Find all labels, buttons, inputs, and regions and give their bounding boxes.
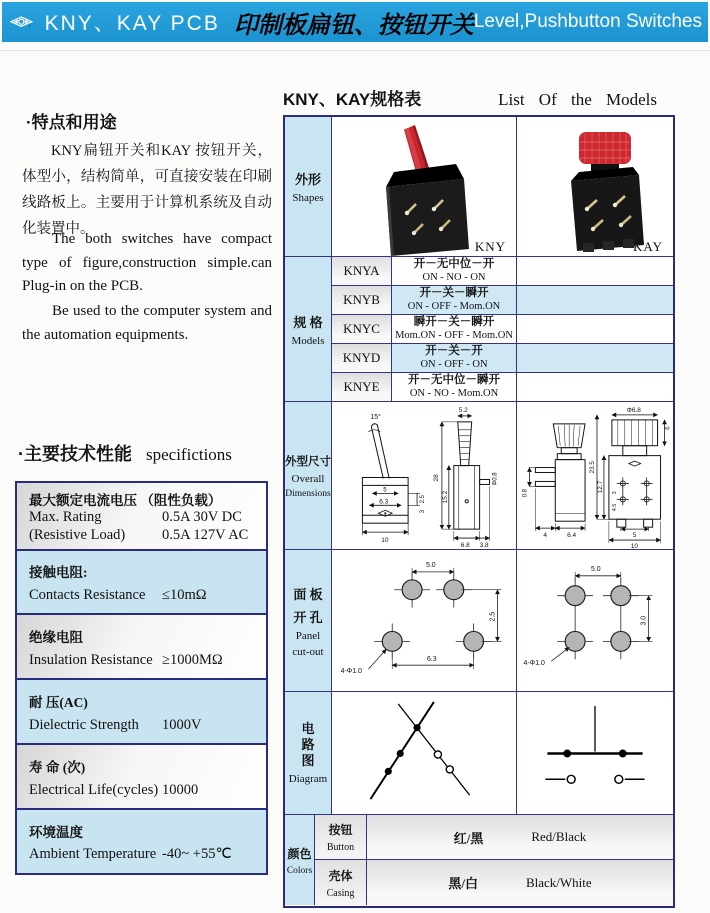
dim-d1: 4 bbox=[543, 532, 547, 540]
spec-label-cn: 寿 命 (次) bbox=[29, 759, 86, 775]
casing-color-cn: 黑/白 bbox=[448, 876, 478, 891]
brand-text: KNY、KAY PCB bbox=[44, 12, 220, 35]
features-paragraph-cn: KNY扁钮开关和KAY 按钮开关，体型小，结构简单，可直接安装在印刷线路板上。主要用于计算机系统及自动化装置中。 bbox=[22, 143, 272, 237]
spec-value: 0.5A 30V DC bbox=[162, 509, 242, 526]
spec-label-en: Contacts Resistance bbox=[29, 586, 146, 603]
model-name-text: KNYE bbox=[343, 379, 380, 394]
model-desc-knyd bbox=[392, 344, 517, 373]
dim-total-h2: 23.5 bbox=[589, 460, 597, 474]
colors-header-cell bbox=[285, 815, 315, 905]
model-desc-knyb bbox=[392, 286, 517, 315]
dimensions-header-en2: Dimensions bbox=[285, 488, 331, 499]
scan-artifact-line bbox=[0, 50, 710, 51]
registered-mark: ® bbox=[29, 26, 31, 29]
specs-heading-en: specifictions bbox=[146, 445, 232, 464]
features-paragraph-en2: Be used to the computer system and the automation equipments. bbox=[22, 303, 272, 343]
kny-circuit-diagram bbox=[332, 692, 517, 814]
part-button-cn: 按钮 bbox=[328, 823, 353, 837]
dim-cap-d: Φ6.8 bbox=[626, 406, 641, 414]
spec-value2: 0.5A 127V AC bbox=[162, 526, 249, 543]
models-header-en: Models bbox=[291, 334, 325, 347]
dim-w-bottom: 10 bbox=[381, 537, 389, 545]
panel-cutout-header-cell bbox=[285, 550, 332, 692]
model-desc-en: ON - OFF - Mom.ON bbox=[407, 301, 501, 312]
kny-dimensions-cell bbox=[332, 402, 517, 550]
dim-w-in: 5 bbox=[632, 532, 637, 540]
model-desc-cn: 开－关－瞬开 bbox=[419, 287, 489, 299]
model-name-knyb bbox=[332, 286, 392, 315]
part-casing-en: Casing bbox=[326, 887, 355, 899]
spec-label-cn: 环境温度 bbox=[29, 824, 83, 840]
colors-header-en: Colors bbox=[286, 865, 313, 876]
kny-photo-cell bbox=[332, 117, 517, 257]
spec-label-cn: 接触电阻: bbox=[29, 565, 88, 581]
models-table-title-cn: KNY、KAY规格表 bbox=[283, 90, 422, 109]
diagram-header-cn: 电路图 bbox=[301, 721, 315, 768]
kny-switch-photo bbox=[332, 117, 517, 256]
button-color-en: Red/Black bbox=[531, 829, 587, 844]
kay-dimension-drawing bbox=[517, 402, 673, 549]
model-desc-cn: 开－无中位－瞬开 bbox=[408, 374, 500, 386]
model-name-knye bbox=[332, 373, 392, 402]
model-name-knyd bbox=[332, 344, 392, 373]
dim-p1: 3 bbox=[611, 491, 618, 495]
panel-header-cn2: 开 孔 bbox=[293, 609, 323, 625]
spec-label-cn: 耐 压(AC) bbox=[29, 694, 88, 710]
spec-row-insulation-resistance bbox=[17, 613, 266, 678]
cutout-dim-right: 2.5 bbox=[489, 611, 497, 622]
shapes-header-cn: 外形 bbox=[294, 172, 321, 187]
panel-header-en1: Panel bbox=[295, 629, 321, 642]
kay-circuit-cell bbox=[517, 692, 673, 815]
cutout-holes-label: 4-Φ1.0 bbox=[340, 668, 362, 676]
model-extra-knyd bbox=[517, 344, 673, 373]
cutout-holes-label: 4-Φ1.0 bbox=[523, 660, 545, 668]
cutout-dim-top: 5.0 bbox=[591, 565, 601, 573]
colors-part-casing-cell bbox=[315, 860, 367, 905]
model-name-text: KNYB bbox=[343, 292, 380, 307]
dim-w-inner: 6.3 bbox=[379, 498, 389, 506]
model-extra-knya bbox=[517, 257, 673, 286]
spec-label-cn: 最大额定电流电压 （阻性负载） bbox=[29, 492, 222, 508]
dim-h2: 3 bbox=[420, 509, 427, 514]
part-casing-cn: 壳体 bbox=[328, 868, 353, 883]
model-desc-cn: 开－无中位－开 bbox=[413, 258, 495, 270]
panel-header-en2: cut-out bbox=[292, 645, 324, 658]
brand-logo-icon bbox=[10, 4, 33, 40]
spec-row-contact-resistance bbox=[17, 549, 266, 614]
kay-photo-cell bbox=[517, 117, 673, 257]
shapes-header-en: Shapes bbox=[292, 192, 324, 204]
spec-value: 10000 bbox=[162, 781, 199, 798]
kay-circuit-diagram bbox=[517, 692, 673, 814]
button-color-cn: 红/黑 bbox=[453, 830, 484, 846]
model-desc-en: ON - OFF - ON bbox=[420, 359, 488, 370]
model-name-text: KNYD bbox=[342, 350, 381, 365]
dim-body-h2: 12.7 bbox=[596, 480, 604, 494]
kny-photo-label: KNY bbox=[474, 239, 506, 254]
spec-label-en: Insulation Resistance bbox=[29, 651, 153, 668]
dim-cap-h: 6 bbox=[664, 426, 672, 430]
features-heading: ·特点和用途 bbox=[26, 113, 117, 132]
kny-panel-cutout-cell bbox=[332, 550, 517, 692]
spec-row-ambient-temperature bbox=[17, 808, 266, 873]
spec-label-en: Max. Rating bbox=[29, 509, 102, 526]
cutout-dim-top: 5.0 bbox=[425, 561, 436, 569]
banner-title-cn: 印制板扁钮、按钮开关 bbox=[233, 11, 474, 39]
model-name-text: KNYC bbox=[343, 321, 380, 336]
dim-angle: 15° bbox=[370, 413, 381, 421]
spec-label-en2: (Resistive Load) bbox=[29, 526, 126, 543]
dim-pitch: 5 bbox=[383, 487, 387, 494]
spec-row-dielectric-strength bbox=[17, 678, 266, 743]
casing-color-en: Black/White bbox=[525, 874, 592, 890]
dim-h1: 2.5 bbox=[420, 495, 427, 504]
model-desc-knyc bbox=[392, 315, 517, 344]
kay-panel-cutout-cell bbox=[517, 550, 673, 692]
model-desc-en: ON - NO - ON bbox=[422, 272, 486, 283]
dim-body-h: 15.2 bbox=[441, 490, 449, 504]
dim-top-w: 5.2 bbox=[458, 406, 468, 414]
model-name-text: KNYA bbox=[343, 263, 380, 278]
dimensions-header-cell bbox=[285, 402, 332, 550]
dim-pin-d: Φ0.8 bbox=[492, 472, 499, 486]
spec-label-en: Dielectric Strength bbox=[29, 716, 139, 733]
spec-value: ≥1000MΩ bbox=[162, 651, 223, 668]
models-header-cell bbox=[285, 257, 332, 402]
spec-row-max-rating bbox=[17, 483, 266, 549]
models-table-title bbox=[283, 85, 657, 110]
dim-w1: 6.8 bbox=[460, 542, 470, 549]
spec-value: ≤10mΩ bbox=[162, 586, 207, 603]
kny-dimension-drawing bbox=[332, 402, 517, 549]
spec-value: -40~ +55℃ bbox=[162, 846, 232, 863]
model-name-knya bbox=[332, 257, 392, 286]
cutout-dim-bottom: 6.3 bbox=[426, 656, 437, 664]
specs-heading-cn: ·主要技术性能 bbox=[18, 444, 132, 464]
dim-pin-t: 0.8 bbox=[522, 489, 529, 498]
colors-value-casing-cell bbox=[367, 860, 673, 905]
model-extra-knye bbox=[517, 373, 673, 402]
colors-part-button-cell bbox=[315, 815, 367, 860]
spec-label-cn: 绝缘电阻 bbox=[29, 630, 83, 646]
banner-title-en: Level,Pushbutton Switches bbox=[473, 11, 702, 32]
cutout-dim-right: 3.0 bbox=[640, 615, 648, 626]
diagram-header-en: Diagram bbox=[288, 773, 328, 785]
colors-header-cn: 颜色 bbox=[287, 846, 312, 861]
part-button-en: Button bbox=[326, 842, 355, 853]
model-desc-cn: 瞬开－关－瞬开 bbox=[413, 316, 495, 328]
model-desc-cn: 开－关－开 bbox=[425, 345, 483, 357]
dimensions-header-cn: 外型尺寸 bbox=[285, 455, 331, 468]
shapes-header-cell bbox=[285, 117, 332, 257]
dim-w-out: 10 bbox=[630, 543, 638, 549]
dim-d2: 6.4 bbox=[567, 532, 577, 540]
model-name-knyc bbox=[332, 315, 392, 344]
top-banner bbox=[2, 2, 708, 42]
model-desc-knye bbox=[392, 373, 517, 402]
spec-label-en: Electrical Life(cycles) bbox=[29, 781, 159, 798]
kay-panel-cutout-drawing bbox=[517, 550, 673, 691]
diagram-header-cell bbox=[285, 692, 332, 815]
spec-label-en: Ambient Temperature bbox=[29, 846, 157, 863]
models-header-cn: 规 格 bbox=[293, 314, 323, 330]
kay-photo-label: KAY bbox=[633, 239, 663, 254]
spec-row-electrical-life bbox=[17, 743, 266, 808]
specifications-table bbox=[15, 481, 268, 875]
models-table bbox=[283, 115, 675, 908]
panel-header-cn1: 面 板 bbox=[293, 586, 323, 602]
spec-value: 1000V bbox=[162, 716, 202, 733]
dim-p2: 4.5 bbox=[611, 503, 618, 512]
kay-switch-photo bbox=[517, 117, 673, 256]
colors-value-button-cell bbox=[367, 815, 673, 860]
dim-total-h: 28 bbox=[432, 474, 440, 482]
specs-heading bbox=[18, 440, 232, 466]
kay-dimensions-cell bbox=[517, 402, 673, 550]
model-desc-en: ON - NO - Mom.ON bbox=[409, 388, 499, 399]
kny-panel-cutout-drawing bbox=[332, 550, 517, 691]
features-paragraph-en1: The both switches have compact type of figure,construction simple.can Plug-in on the PCB. bbox=[22, 231, 272, 294]
dim-w2: 3.8 bbox=[479, 542, 489, 549]
models-table-title-en: List Of the Models bbox=[498, 90, 657, 109]
model-desc-knya bbox=[392, 257, 517, 286]
model-desc-en: Mom.ON - OFF - Mom.ON bbox=[395, 330, 513, 341]
dimensions-header-en1: Overall bbox=[291, 472, 325, 485]
model-extra-knyc bbox=[517, 315, 673, 344]
kny-circuit-cell bbox=[332, 692, 517, 815]
model-extra-knyb bbox=[517, 286, 673, 315]
